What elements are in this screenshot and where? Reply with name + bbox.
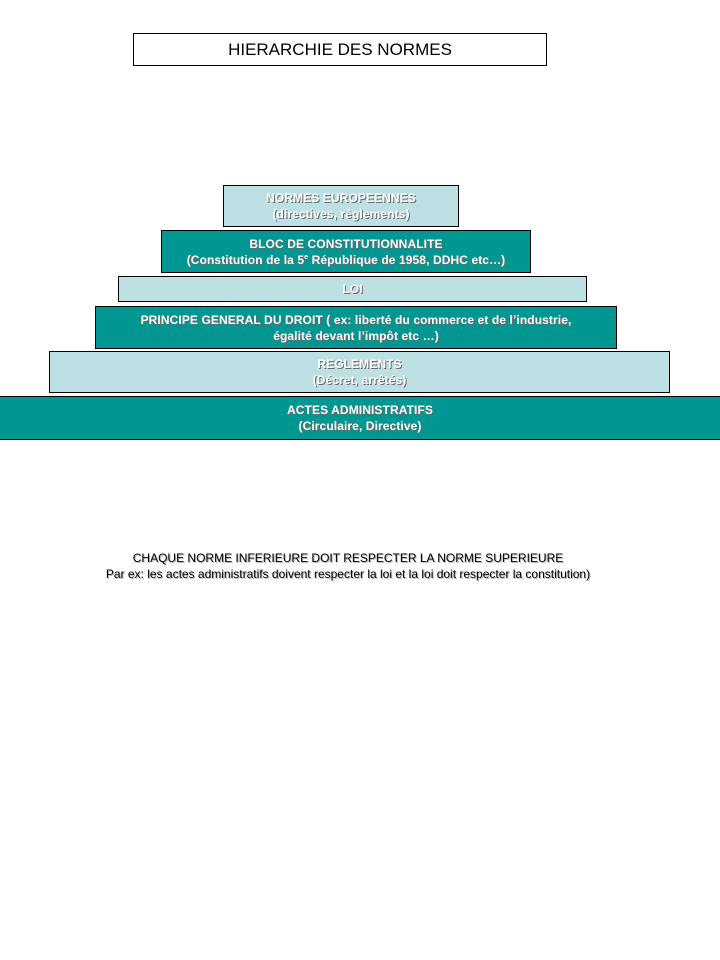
level-actes-detail: (Circulaire, Directive) [298,419,422,433]
level-loi [118,276,587,302]
level-normes-europeennes-title: NORMES EUROPEENNES [266,191,416,205]
level-bloc-detail [187,252,506,268]
level-loi-title: LOI [342,282,363,296]
level-bloc-detail-sup: e [304,253,309,261]
level-reglements-title: REGLEMENTS [317,357,402,371]
level-reglements [49,351,670,393]
level-normes-europeennes [223,185,459,227]
level-normes-europeennes-detail: (directives, règlements) [272,207,410,221]
level-bloc-detail-suffix: République de 1958, DDHC etc…) [308,252,506,267]
level-bloc-constitutionnalite [161,230,531,273]
level-principe-general [95,306,617,349]
page-title [133,33,547,66]
level-principe-detail: égalité devant l’impôt etc …) [273,328,439,343]
page-title-text: HIERARCHIE DES NORMES [228,39,452,59]
level-actes-title: ACTES ADMINISTRATIFS [287,403,433,417]
level-actes-administratifs [0,396,720,440]
level-reglements-detail: (Décret, arrêtés) [312,373,407,387]
rule-note: CHAQUE NORME INFERIEURE DOIT RESPECTER LA NORME SUPERIEURE [132,551,564,565]
level-bloc-detail-prefix: (Constitution de la 5 [186,252,305,267]
rule-example: Par ex: les actes administratifs doivent respecter la loi et la loi doit respecter la constitution) [105,567,591,581]
level-bloc-title: BLOC DE CONSTITUTIONNALITE [249,236,443,251]
level-principe-title: PRINCIPE GENERAL DU DROIT ( ex: liberté du commerce et de l’industrie, [140,312,572,327]
